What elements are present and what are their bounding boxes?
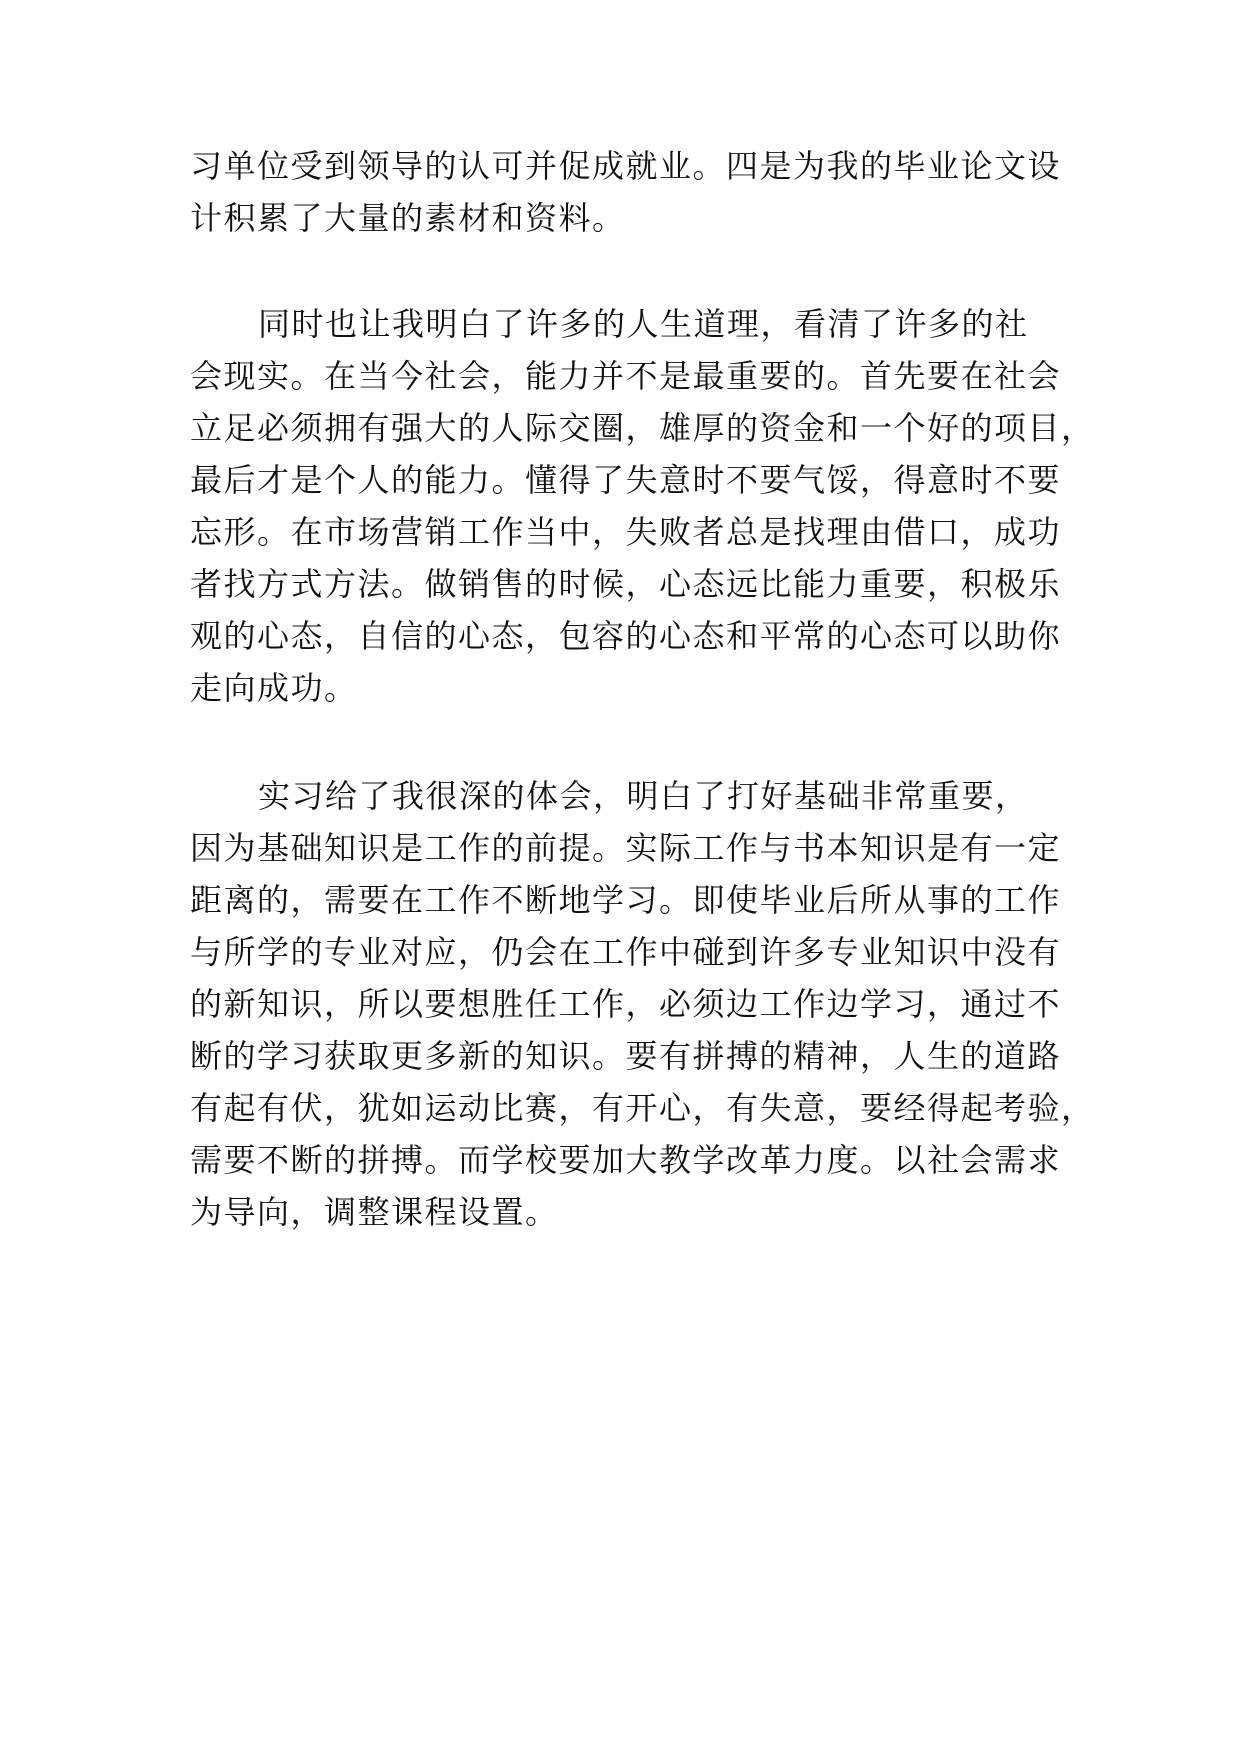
paragraph-3-line-2: 因为基础知识是工作的前提。实际工作与书本知识是有一定: [190, 829, 1062, 867]
paragraph-2-line-3: 立足必须拥有强大的人际交圈，雄厚的资金和一个好的项目，: [190, 409, 1095, 447]
paragraph-3-line-6: 断的学习获取更多新的知识。要有拼搏的精神，人生的道路: [190, 1037, 1062, 1075]
paragraph-3-line-1: 实习给了我很深的体会，明白了打好基础非常重要，: [258, 777, 1029, 815]
paragraph-3-line-3: 距离的，需要在工作不断地学习。即使毕业后所从事的工作: [190, 881, 1062, 919]
paragraph-3-line-9: 为导向，调整课程设置。: [190, 1193, 559, 1231]
paragraph-2-line-2: 会现实。在当今社会，能力并不是最重要的。首先要在社会: [190, 357, 1062, 395]
paragraph-3-line-4: 与所学的专业对应，仍会在工作中碰到许多专业知识中没有: [190, 933, 1062, 971]
paragraph-2-line-8: 走向成功。: [190, 669, 358, 707]
paragraph-3-line-5: 的新知识，所以要想胜任工作，必须边工作边学习，通过不: [190, 985, 1062, 1023]
paragraph-1-line-2: 计积累了大量的素材和资料。: [190, 199, 626, 237]
paragraph-2-line-6: 者找方式方法。做销售的时候，心态远比能力重要，积极乐: [190, 565, 1062, 603]
paragraph-1-line-1: 习单位受到领导的认可并促成就业。四是为我的毕业论文设: [190, 147, 1062, 185]
paragraph-3-line-7: 有起有伏，犹如运动比赛，有开心，有失意，要经得起考验，: [190, 1089, 1095, 1127]
paragraph-2-line-5: 忘形。在市场营销工作当中，失败者总是找理由借口，成功: [190, 513, 1062, 551]
paragraph-3-line-8: 需要不断的拼搏。而学校要加大教学改革力度。以社会需求: [190, 1141, 1062, 1179]
paragraph-2-line-7: 观的心态，自信的心态，包容的心态和平常的心态可以助你: [190, 617, 1062, 655]
paragraph-2-line-4: 最后才是个人的能力。懂得了失意时不要气馁，得意时不要: [190, 461, 1062, 499]
paragraph-2-line-1: 同时也让我明白了许多的人生道理，看清了许多的社: [258, 305, 1029, 343]
